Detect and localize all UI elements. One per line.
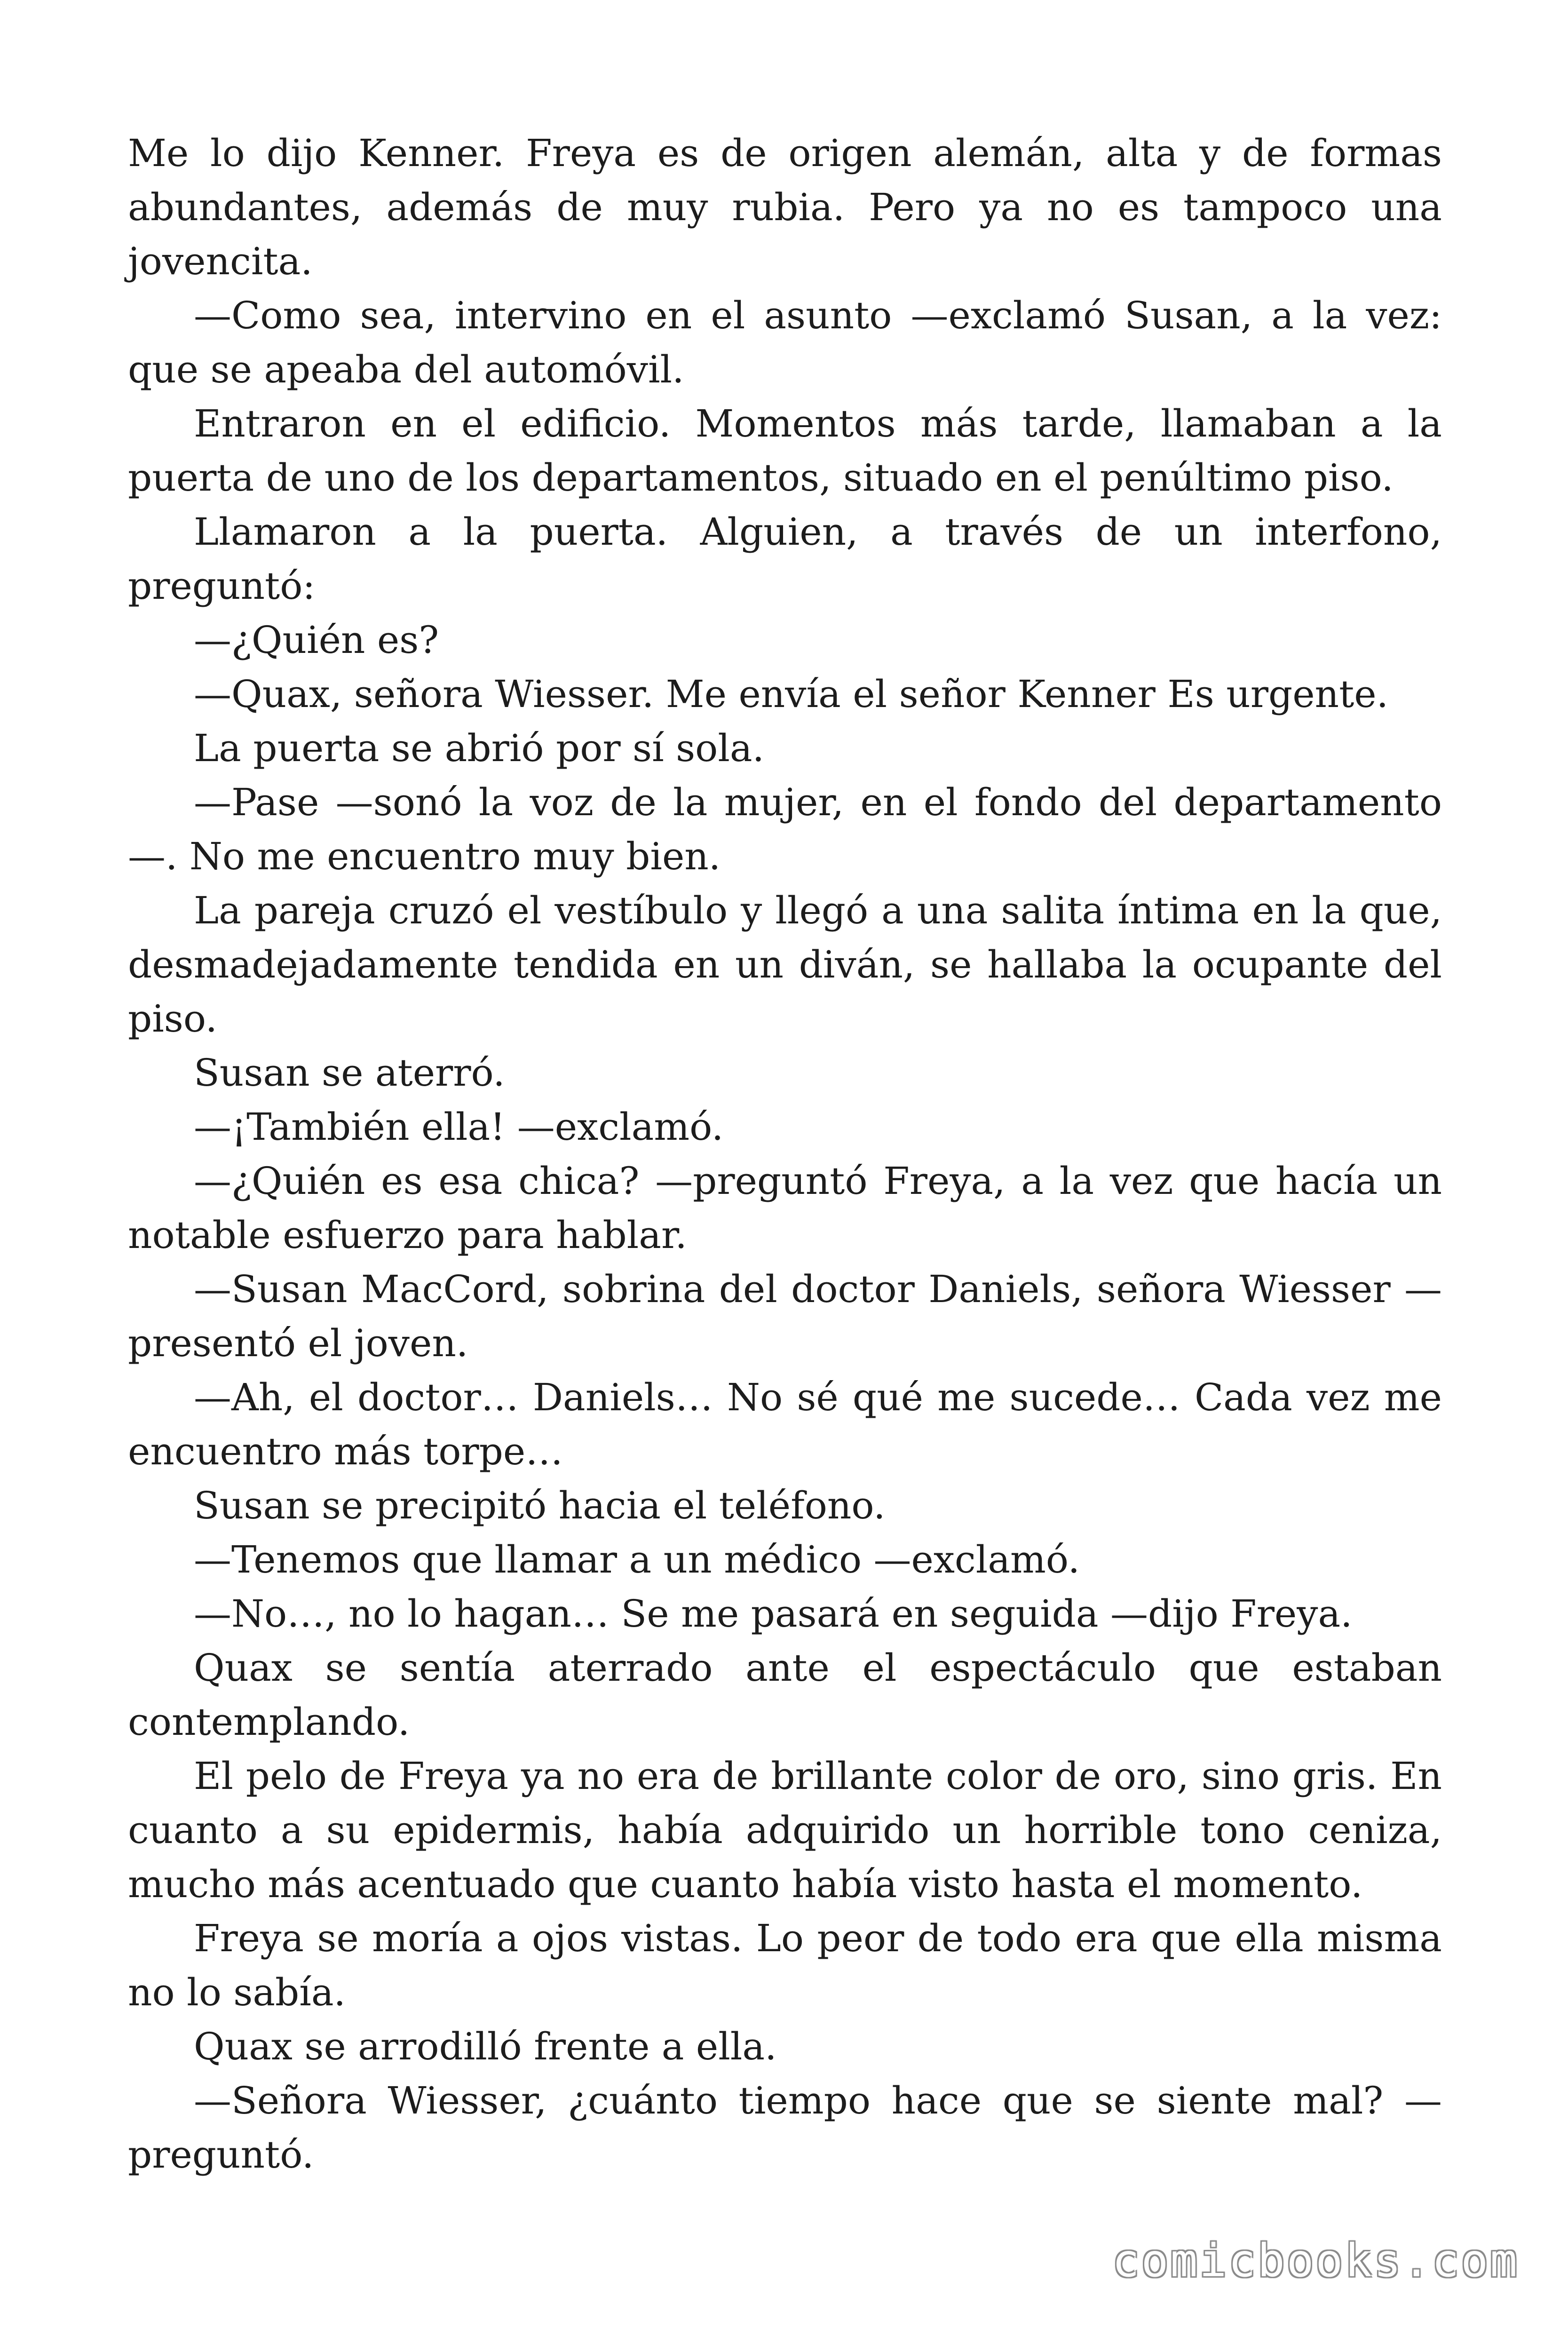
paragraph: —¿Quién es? xyxy=(194,618,439,662)
paragraph: La pareja cruzó el vestíbulo y llegó a una salita íntima en la que, desmadejadamente tendida en un diván, se hallaba la ocupante del piso. xyxy=(128,889,1442,1041)
paragraph: —Pase —sonó la voz de la mujer, en el fondo del departamento —. No me encuentro muy bien. xyxy=(128,780,1442,878)
paragraph: —Como sea, intervino en el asunto —exclamó Susan, a la vez: que se apeaba del automóvil. xyxy=(128,294,1442,391)
paragraph: Me lo dijo Kenner. Freya es de origen alemán, alta y de formas abundantes, además de muy rubia. Pero ya no es tampoco una jovencita. xyxy=(128,131,1442,283)
paragraph: Quax se sentía aterrado ante el espectáculo que estaban contemplando. xyxy=(128,1646,1442,1744)
paragraph: Susan se aterró. xyxy=(194,1051,505,1095)
book-page-text xyxy=(128,126,1442,2182)
paragraph: El pelo de Freya ya no era de brillante color de oro, sino gris. En cuanto a su epidermis, había adquirido un horrible tono ceniza, mucho más acentuado que cuanto había visto hasta el momento. xyxy=(128,1754,1442,1906)
paragraph: —Señora Wiesser, ¿cuánto tiempo hace que se siente mal? —preguntó. xyxy=(128,2079,1442,2177)
paragraph: —Quax, señora Wiesser. Me envía el señor Kenner Es urgente. xyxy=(194,672,1388,716)
paragraph: Llamaron a la puerta. Alguien, a través de un interfono, preguntó: xyxy=(128,510,1442,608)
paragraph: Susan se precipitó hacia el teléfono. xyxy=(194,1484,886,1527)
paragraph: La puerta se abrió por sí sola. xyxy=(194,726,765,770)
paragraph: Freya se moría a ojos vistas. Lo peor de todo era que ella misma no lo sabía. xyxy=(128,1916,1442,2014)
paragraph: —¿Quién es esa chica? —preguntó Freya, a la vez que hacía un notable esfuerzo para hablar. xyxy=(128,1159,1442,1257)
paragraph: —Susan MacCord, sobrina del doctor Daniels, señora Wiesser —presentó el joven. xyxy=(128,1267,1442,1365)
paragraph: —Ah, el doctor… Daniels… No sé qué me sucede… Cada vez me encuentro más torpe… xyxy=(128,1375,1442,1473)
paragraph: —No…, no lo hagan… Se me pasará en seguida —dijo Freya. xyxy=(194,1592,1353,1636)
paragraph: —¡También ella! —exclamó. xyxy=(194,1105,724,1149)
paragraph: —Tenemos que llamar a un médico —exclamó. xyxy=(194,1538,1080,1581)
paragraph: Entraron en el edificio. Momentos más tarde, llamaban a la puerta de uno de los departamentos, situado en el penúltimo piso. xyxy=(128,402,1442,500)
site-watermark: comicbooks.com xyxy=(1112,2234,1519,2287)
paragraph: Quax se arrodilló frente a ella. xyxy=(194,2025,777,2068)
